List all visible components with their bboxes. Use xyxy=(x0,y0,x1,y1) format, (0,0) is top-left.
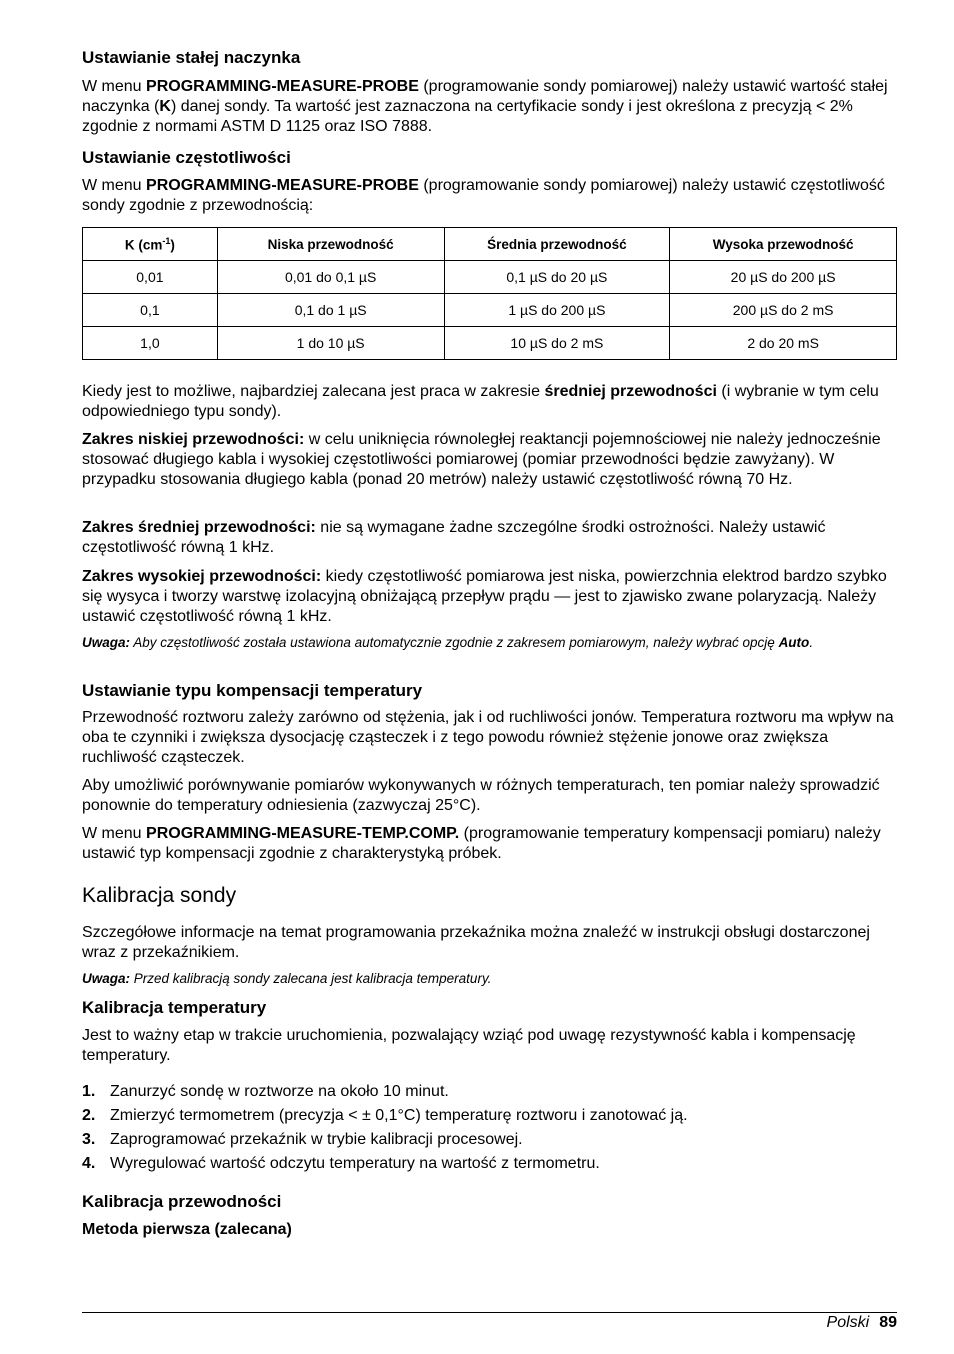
table-row xyxy=(83,327,897,360)
list-item: 3. Zaprogramować przekaźnik w trybie kalibracji procesowej. xyxy=(82,1131,523,1148)
table-cell: 1 do 10 µS xyxy=(217,327,444,360)
heading-cell-constant: Ustawianie stałej naczynka xyxy=(82,48,301,67)
paragraph-high-range: Zakres wysokiej przewodności: kiedy częstotliwość pomiarowa jest niska, powierzchnia elektrod bardzo szybko się wysyca i tworzy warstwę izolacyjną obniżającą przepływ prądu — jest to zjawisko zwane polaryzacją. Należy ustawić częstotliwość równą 1 kHz. xyxy=(82,568,887,625)
paragraph-medium-range: Zakres średniej przewodności: nie są wymagane żadne szczególne środki ostrożności. Należy ustawić częstotliwość równą 1 kHz. xyxy=(82,519,826,556)
paragraph-temp-3: W menu PROGRAMMING-MEASURE-TEMP.COMP. (programowanie temperatury kompensacji pomiaru) należy ustawić typ kompensacji zgodnie z charakterystyką próbek. xyxy=(82,825,881,862)
paragraph-temp-1: Przewodność roztworu zależy zarówno od stężenia, jak i od ruchliwości jonów. Temperatura roztworu ma wpływ na oba te czynniki i zwiększa dysocjację cząsteczek i z tego powodu również stężenie jonowe oraz zwiększa ruchliwość cząsteczek. xyxy=(82,709,894,766)
table-cell: 1,0 xyxy=(83,327,218,360)
steps-list xyxy=(82,1080,897,1176)
heading-probe-calibration: Kalibracja sondy xyxy=(82,884,237,907)
table-header-medium: Średnia przewodność xyxy=(444,228,670,261)
table-cell: 20 µS do 200 µS xyxy=(670,261,897,294)
subheading-method-one: Metoda pierwsza (zalecana) xyxy=(82,1221,292,1238)
page-number: 89 xyxy=(879,1314,897,1331)
table-header-low: Niska przewodność xyxy=(217,228,444,261)
note-temp-calibration: Uwaga: Przed kalibracją sondy zalecana jest kalibracja temperatury. xyxy=(82,971,492,986)
list-item: 1. Zanurzyć sondę w roztworze na około 10 minut. xyxy=(82,1083,449,1100)
table-cell: 0,01 xyxy=(83,261,218,294)
heading-temp-compensation: Ustawianie typu kompensacji temperatury xyxy=(82,681,423,700)
list-item: 4. Wyregulować wartość odczytu temperatury na wartość z termometru. xyxy=(82,1155,600,1172)
table-row xyxy=(83,294,897,327)
table-header-high: Wysoka przewodność xyxy=(670,228,897,261)
paragraph-temp-2: Aby umożliwić porównywanie pomiarów wykonywanych w różnych temperaturach, ten pomiar należy sprowadzić ponownie do temperatury odniesienia (zazwyczaj 25°C). xyxy=(82,777,880,814)
heading-frequency: Ustawianie częstotliwości xyxy=(82,148,291,167)
table-cell: 1 µS do 200 µS xyxy=(444,294,670,327)
heading-temp-calibration: Kalibracja temperatury xyxy=(82,998,267,1017)
footer-language: Polski xyxy=(826,1314,870,1331)
paragraph-cell-constant: W menu PROGRAMMING-MEASURE-PROBE (programowanie sondy pomiarowej) należy ustawić wartość stałej naczynka (K) danej sondy. Ta wartość jest zaznaczona na certyfikacie sondy i jest określona z precyzją < 2% zgodnie z normami ASTM D 1125 oraz ISO 7888. xyxy=(82,78,888,135)
footer-divider xyxy=(82,1312,897,1313)
table-cell: 0,01 do 0,1 µS xyxy=(217,261,444,294)
table-cell: 2 do 20 mS xyxy=(670,327,897,360)
heading-conductivity-calibration: Kalibracja przewodności xyxy=(82,1192,282,1211)
table-row xyxy=(83,261,897,294)
table-cell: 10 µS do 2 mS xyxy=(444,327,670,360)
paragraph-low-range: Zakres niskiej przewodności: w celu uniknięcia równoległej reaktancji pojemnościowej nie należy jednocześnie stosować długiego kabla i wysokiej częstotliwości pomiarowej (pomiar przewodności będzie zawyżany). W przypadku stosowania długiego kabla (ponad 20 metrów) należy ustawić częstotliwość równą 70 Hz. xyxy=(82,431,881,488)
paragraph-recommendation: Kiedy jest to możliwe, najbardziej zalecana jest praca w zakresie średniej przewodności (i wybranie w tym celu odpowiedniego typu sondy). xyxy=(82,383,879,420)
table-cell: 0,1 do 1 µS xyxy=(217,294,444,327)
paragraph-temp-calibration: Jest to ważny etap w trakcie uruchomienia, pozwalający wziąć pod uwagę rezystywność kabla i kompensację temperatury. xyxy=(82,1027,856,1064)
conductivity-table xyxy=(82,227,897,360)
table-cell: 0,1 xyxy=(83,294,218,327)
list-item: 2. Zmierzyć termometrem (precyzja < ± 0,1°C) temperaturę roztworu i zanotować ją. xyxy=(82,1107,688,1124)
table-header-k: K $(cm^{-1})$ xyxy=(83,228,218,261)
note-auto-frequency: Uwaga: Aby częstotliwość została ustawiona automatycznie zgodnie z zakresem pomiarowym, należy wybrać opcję Auto. xyxy=(82,635,814,650)
table-cell: 0,1 µS do 20 µS xyxy=(444,261,670,294)
paragraph-relay-info: Szczegółowe informacje na temat programowania przekaźnika można znaleźć w instrukcji obsługi dostarczonej wraz z przekaźnikiem. xyxy=(82,924,870,961)
table-cell: 200 µS do 2 mS xyxy=(670,294,897,327)
table-header-row xyxy=(83,228,897,261)
page-footer xyxy=(827,1313,897,1333)
paragraph-frequency: W menu PROGRAMMING-MEASURE-PROBE (programowanie sondy pomiarowej) należy ustawić częstotliwość sondy zgodnie z przewodnością: xyxy=(82,177,885,214)
